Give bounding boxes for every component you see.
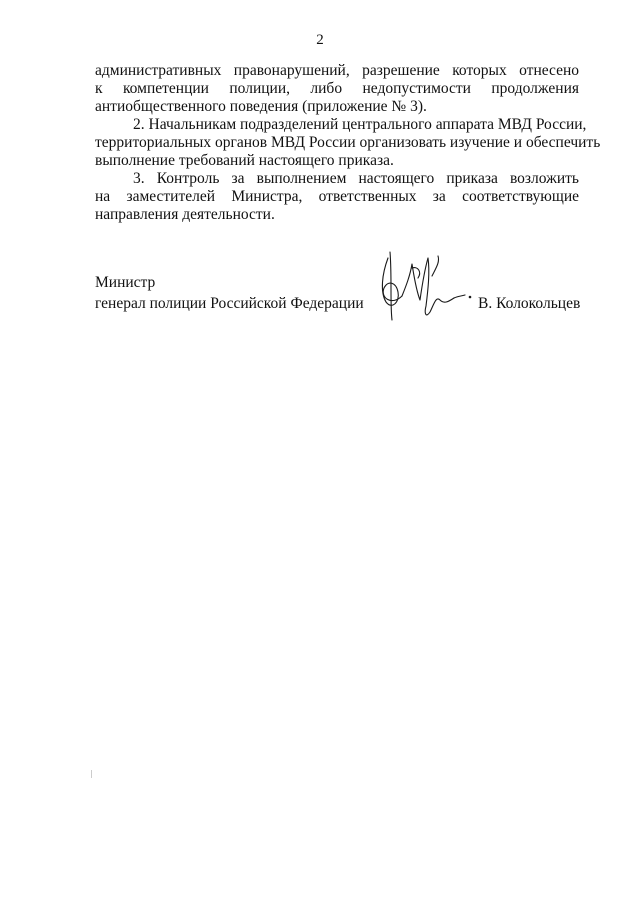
signatory-position: [95, 272, 364, 314]
paragraph-2-line-1: 2. Начальникам подразделений центрального аппарата МВД России,: [133, 116, 587, 133]
paragraph-2-line-2: территориальных органов МВД России организовать изучение и обеспечить: [95, 134, 601, 151]
page-number: 2: [316, 32, 324, 48]
paragraph-1-line-1: административных правонарушений, разрешение которых отнесено: [95, 62, 579, 79]
signatory-position-line-1: Министр: [95, 274, 156, 291]
paragraph-1-line-3: антиобщественного поведения (приложение № 3).: [95, 98, 427, 115]
paragraph-3-line-1: 3. Контроль за выполнением настоящего приказа возложить: [133, 170, 579, 187]
scan-artifact: [91, 770, 92, 778]
signatory-name: В. Колокольцев: [478, 295, 581, 312]
handwritten-signature: [374, 246, 474, 326]
signatory-position-line-2: генерал полиции Российской Федерации: [95, 295, 364, 312]
paragraph-3-line-3: направления деятельности.: [95, 206, 275, 223]
paragraph-3-line-2: на заместителей Министра, ответственных за соответствующие: [95, 188, 579, 205]
paragraph-2-line-3: выполнение требований настоящего приказа.: [95, 152, 394, 169]
document-body: [95, 62, 601, 224]
paragraph-1-line-2: к компетенции полиции, либо недопустимости продолжения: [95, 80, 579, 97]
